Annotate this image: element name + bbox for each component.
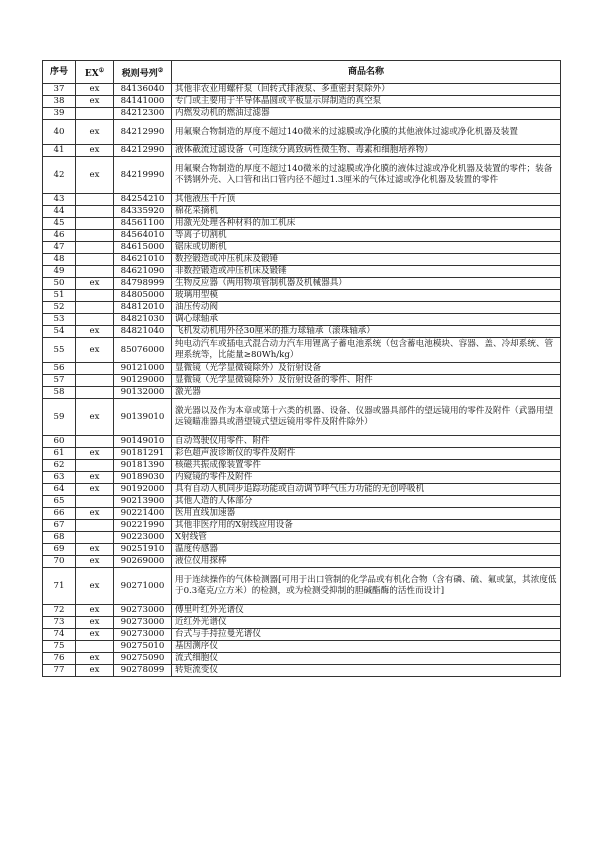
- cell-name: 其他非农业用螺杆泵（回转式排液泵、多重密封泵除外）: [172, 84, 561, 96]
- cell-code: 90121000: [114, 363, 172, 375]
- cell-no: 55: [43, 338, 76, 363]
- table-row: [43, 338, 561, 363]
- table-row: [43, 605, 561, 617]
- cell-no: 44: [43, 206, 76, 218]
- cell-ex: [76, 242, 114, 254]
- cell-no: 65: [43, 496, 76, 508]
- cell-name: 生物反应器（两用物项管制机器及机械器具）: [172, 278, 561, 290]
- cell-ex: [76, 206, 114, 218]
- cell-code: 84219990: [114, 157, 172, 194]
- cell-ex: ex: [76, 508, 114, 520]
- cell-ex: [76, 254, 114, 266]
- table-row: [43, 326, 561, 338]
- cell-ex: ex: [76, 84, 114, 96]
- table-row: [43, 108, 561, 120]
- cell-ex: [76, 314, 114, 326]
- cell-no: 39: [43, 108, 76, 120]
- cell-ex: [76, 363, 114, 375]
- cell-ex: [76, 108, 114, 120]
- cell-name: 飞机发动机用外径30厘米的推力球轴承（滚珠轴承）: [172, 326, 561, 338]
- cell-ex: ex: [76, 617, 114, 629]
- cell-name: 傅里叶红外光谱仪: [172, 605, 561, 617]
- cell-no: 37: [43, 84, 76, 96]
- cell-code: 90269000: [114, 556, 172, 568]
- cell-no: 54: [43, 326, 76, 338]
- cell-no: 46: [43, 230, 76, 242]
- table-row: [43, 375, 561, 387]
- cell-name: 其他人造的人体部分: [172, 496, 561, 508]
- cell-code: 90271000: [114, 568, 172, 605]
- table-row: [43, 157, 561, 194]
- cell-ex: ex: [76, 326, 114, 338]
- cell-no: 60: [43, 436, 76, 448]
- cell-ex: [76, 460, 114, 472]
- cell-no: 42: [43, 157, 76, 194]
- cell-code: 84821030: [114, 314, 172, 326]
- cell-ex: ex: [76, 145, 114, 157]
- cell-code: 90278099: [114, 665, 172, 677]
- cell-code: 90223000: [114, 532, 172, 544]
- cell-code: 84812010: [114, 302, 172, 314]
- cell-code: 84564010: [114, 230, 172, 242]
- cell-name: 显微镜（光学显微镜除外）及衍射设备: [172, 363, 561, 375]
- table-row: [43, 617, 561, 629]
- cell-name: 内窥镜的零件及附件: [172, 472, 561, 484]
- cell-name: 锯床或切断机: [172, 242, 561, 254]
- cell-name: 具有自动人机同步追踪功能或自动调节呼气压力功能的无创呼吸机: [172, 484, 561, 496]
- cell-code: 90273000: [114, 617, 172, 629]
- table-row: [43, 472, 561, 484]
- cell-ex: [76, 375, 114, 387]
- cell-code: 84212300: [114, 108, 172, 120]
- cell-name: 激光器以及作为本章或第十六类的机器、设备、仪器或器具部件的望远镜用的零件及附件（武器用望远镜瞄准器具或潜望镜式望远镜用零件及附件除外）: [172, 399, 561, 436]
- cell-ex: ex: [76, 399, 114, 436]
- cell-no: 40: [43, 120, 76, 145]
- cell-code: 90181291: [114, 448, 172, 460]
- cell-code: 90273000: [114, 629, 172, 641]
- cell-code: 84212990: [114, 145, 172, 157]
- cell-no: 47: [43, 242, 76, 254]
- cell-name: 显微镜（光学显微镜除外）及衍射设备的零件、附件: [172, 375, 561, 387]
- header-code: 税则号列②: [114, 61, 172, 84]
- table-body: [43, 84, 561, 677]
- table-row: [43, 448, 561, 460]
- cell-name: X射线管: [172, 532, 561, 544]
- table-row: [43, 641, 561, 653]
- cell-code: 90149010: [114, 436, 172, 448]
- cell-no: 77: [43, 665, 76, 677]
- cell-ex: [76, 436, 114, 448]
- cell-code: 90192000: [114, 484, 172, 496]
- cell-code: 90275090: [114, 653, 172, 665]
- cell-no: 41: [43, 145, 76, 157]
- table-row: [43, 206, 561, 218]
- table-row: [43, 302, 561, 314]
- cell-name: 用激光处理各种材料的加工机床: [172, 218, 561, 230]
- cell-no: 69: [43, 544, 76, 556]
- cell-code: 90275010: [114, 641, 172, 653]
- cell-code: 84136040: [114, 84, 172, 96]
- cell-ex: ex: [76, 278, 114, 290]
- cell-ex: ex: [76, 653, 114, 665]
- cell-code: 84621090: [114, 266, 172, 278]
- table-row: [43, 84, 561, 96]
- cell-ex: [76, 266, 114, 278]
- cell-code: 90221400: [114, 508, 172, 520]
- cell-ex: ex: [76, 556, 114, 568]
- cell-name: 用氟聚合物制造的厚度不超过140微米的过滤膜或净化膜的其他液体过滤或净化机器及装置: [172, 120, 561, 145]
- cell-name: 用于连续操作的气体检测器[可用于出口管制的化学品或有机化合物（含有磷、硫、氟或氯，其浓度低于0.3毫克/立方米）的检测，或为检测受抑制的胆碱酯酶的活性而设计]: [172, 568, 561, 605]
- cell-code: 84212990: [114, 120, 172, 145]
- cell-ex: ex: [76, 484, 114, 496]
- table-row: [43, 556, 561, 568]
- cell-code: 90129000: [114, 375, 172, 387]
- cell-code: 84805000: [114, 290, 172, 302]
- cell-code: 84561100: [114, 218, 172, 230]
- header-name: 商品名称: [172, 61, 561, 84]
- table-row: [43, 460, 561, 472]
- cell-no: 56: [43, 363, 76, 375]
- cell-name: 近红外光谱仪: [172, 617, 561, 629]
- cell-no: 59: [43, 399, 76, 436]
- table-row: [43, 314, 561, 326]
- cell-name: 内燃发动机的燃油过滤器: [172, 108, 561, 120]
- table-row: [43, 568, 561, 605]
- cell-name: 其他非医疗用的X射线应用设备: [172, 520, 561, 532]
- cell-no: 50: [43, 278, 76, 290]
- footnote-mark-1: ①: [98, 66, 105, 74]
- table-row: [43, 520, 561, 532]
- cell-code: 84335920: [114, 206, 172, 218]
- cell-name: 纯电动汽车或插电式混合动力汽车用锂离子蓄电池系统（包含蓄电池模块、容器、盖、冷却系统、管理系统等，比能量≥80Wh/kg）: [172, 338, 561, 363]
- cell-code: 84615000: [114, 242, 172, 254]
- cell-code: 90139010: [114, 399, 172, 436]
- cell-no: 52: [43, 302, 76, 314]
- cell-no: 64: [43, 484, 76, 496]
- cell-no: 63: [43, 472, 76, 484]
- table-row: [43, 387, 561, 399]
- cell-no: 58: [43, 387, 76, 399]
- cell-ex: ex: [76, 120, 114, 145]
- cell-no: 72: [43, 605, 76, 617]
- cell-name: 油压传动阀: [172, 302, 561, 314]
- table-row: [43, 665, 561, 677]
- cell-name: 调心球轴承: [172, 314, 561, 326]
- cell-ex: ex: [76, 629, 114, 641]
- cell-no: 75: [43, 641, 76, 653]
- cell-ex: [76, 302, 114, 314]
- cell-ex: [76, 290, 114, 302]
- cell-name: 专门或主要用于半导体晶圆或平板显示屏制造的真空泵: [172, 96, 561, 108]
- cell-no: 68: [43, 532, 76, 544]
- header-no: 序号: [43, 61, 76, 84]
- cell-name: 等离子切割机: [172, 230, 561, 242]
- cell-name: 流式细胞仪: [172, 653, 561, 665]
- cell-name: 核磁共振成像装置零件: [172, 460, 561, 472]
- cell-name: 彩色超声波诊断仪的零件及附件: [172, 448, 561, 460]
- cell-ex: [76, 218, 114, 230]
- cell-name: 转矩流变仪: [172, 665, 561, 677]
- cell-ex: [76, 194, 114, 206]
- cell-no: 53: [43, 314, 76, 326]
- cell-code: 90251910: [114, 544, 172, 556]
- cell-no: 73: [43, 617, 76, 629]
- table-row: [43, 96, 561, 108]
- cell-no: 71: [43, 568, 76, 605]
- table-row: [43, 230, 561, 242]
- cell-no: 38: [43, 96, 76, 108]
- tariff-table-page: [42, 60, 560, 677]
- cell-ex: ex: [76, 544, 114, 556]
- cell-name: 用氟聚合物制造的厚度不超过140微米的过滤膜或净化膜的液体过滤或净化机器及装置的零件；装备不锈钢外壳、入口管和出口管内径不超过1.3厘米的气体过滤或净化机器及装置的零件: [172, 157, 561, 194]
- cell-ex: ex: [76, 605, 114, 617]
- cell-ex: [76, 520, 114, 532]
- cell-code: 90132000: [114, 387, 172, 399]
- cell-ex: [76, 230, 114, 242]
- cell-code: 90213900: [114, 496, 172, 508]
- table-row: [43, 532, 561, 544]
- cell-name: 非数控锻造或冲压机床及锻锤: [172, 266, 561, 278]
- table-row: [43, 363, 561, 375]
- cell-ex: [76, 641, 114, 653]
- table-row: [43, 484, 561, 496]
- cell-no: 43: [43, 194, 76, 206]
- tariff-table: [42, 60, 561, 677]
- header-row: [43, 61, 561, 84]
- cell-code: 90181390: [114, 460, 172, 472]
- cell-ex: ex: [76, 448, 114, 460]
- footnote-mark-2: ②: [157, 66, 164, 74]
- cell-no: 76: [43, 653, 76, 665]
- cell-no: 66: [43, 508, 76, 520]
- table-row: [43, 399, 561, 436]
- cell-no: 45: [43, 218, 76, 230]
- cell-name: 玻璃用型模: [172, 290, 561, 302]
- cell-code: 90189030: [114, 472, 172, 484]
- table-row: [43, 242, 561, 254]
- cell-no: 74: [43, 629, 76, 641]
- table-row: [43, 145, 561, 157]
- cell-name: 液体截流过滤设备（可连续分离致病性微生物、毒素和细胞培养物）: [172, 145, 561, 157]
- cell-ex: [76, 496, 114, 508]
- cell-code: 84821040: [114, 326, 172, 338]
- cell-no: 49: [43, 266, 76, 278]
- table-row: [43, 194, 561, 206]
- cell-ex: ex: [76, 157, 114, 194]
- cell-no: 48: [43, 254, 76, 266]
- cell-ex: [76, 532, 114, 544]
- cell-ex: ex: [76, 568, 114, 605]
- cell-code: 84798999: [114, 278, 172, 290]
- table-row: [43, 290, 561, 302]
- cell-name: 自动驾驶仪用零件、附件: [172, 436, 561, 448]
- cell-code: 90221990: [114, 520, 172, 532]
- table-row: [43, 508, 561, 520]
- cell-name: 基因测序仪: [172, 641, 561, 653]
- cell-no: 67: [43, 520, 76, 532]
- cell-name: 激光器: [172, 387, 561, 399]
- table-row: [43, 120, 561, 145]
- table-row: [43, 436, 561, 448]
- table-row: [43, 278, 561, 290]
- cell-no: 62: [43, 460, 76, 472]
- cell-ex: [76, 387, 114, 399]
- cell-name: 温度传感器: [172, 544, 561, 556]
- cell-code: 84621010: [114, 254, 172, 266]
- cell-name: 棉花采摘机: [172, 206, 561, 218]
- cell-no: 61: [43, 448, 76, 460]
- cell-code: 84254210: [114, 194, 172, 206]
- table-row: [43, 653, 561, 665]
- table-row: [43, 266, 561, 278]
- cell-no: 70: [43, 556, 76, 568]
- cell-code: 90273000: [114, 605, 172, 617]
- header-ex: EX①: [76, 61, 114, 84]
- cell-code: 84141000: [114, 96, 172, 108]
- cell-ex: ex: [76, 665, 114, 677]
- cell-no: 51: [43, 290, 76, 302]
- table-row: [43, 254, 561, 266]
- cell-no: 57: [43, 375, 76, 387]
- cell-name: 数控锻造或冲压机床及锻锤: [172, 254, 561, 266]
- table-row: [43, 218, 561, 230]
- cell-ex: ex: [76, 338, 114, 363]
- cell-ex: ex: [76, 472, 114, 484]
- cell-name: 其他液压千斤顶: [172, 194, 561, 206]
- table-row: [43, 544, 561, 556]
- cell-code: 85076000: [114, 338, 172, 363]
- table-row: [43, 496, 561, 508]
- cell-name: 液位仪用探棒: [172, 556, 561, 568]
- table-row: [43, 629, 561, 641]
- cell-ex: ex: [76, 96, 114, 108]
- cell-name: 台式与手持拉曼光谱仪: [172, 629, 561, 641]
- cell-name: 医用直线加速器: [172, 508, 561, 520]
